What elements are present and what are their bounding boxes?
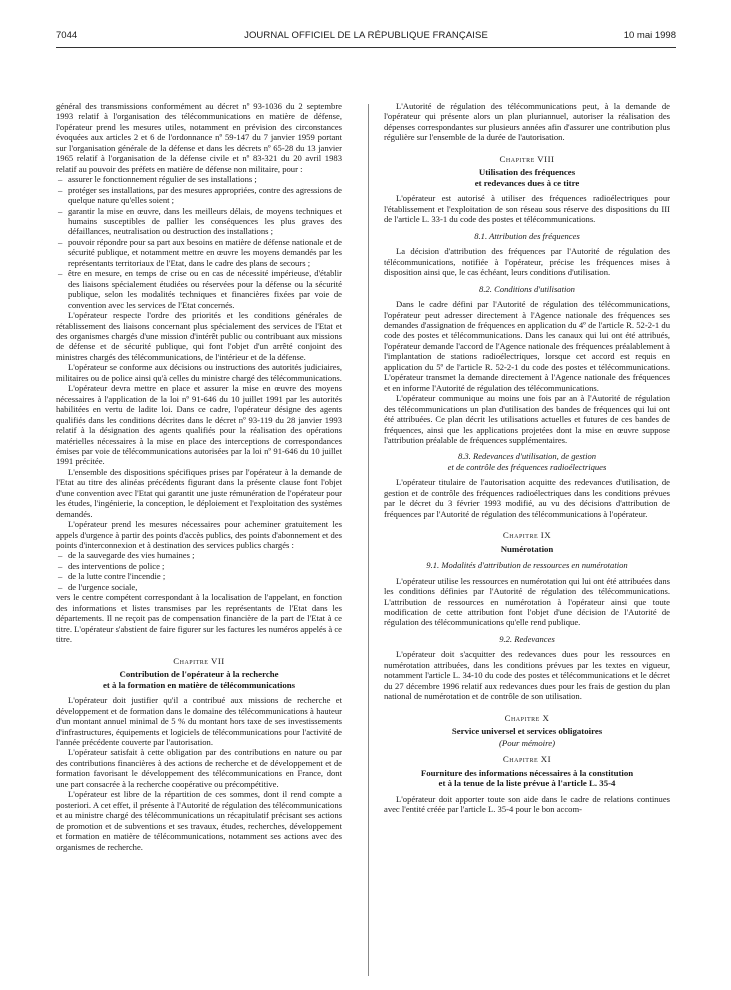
defense-obligations-list — [56, 174, 342, 310]
list-item: – assurer le fonctionnement régulier de ses installations ; — [56, 174, 342, 184]
list-item: – des interventions de police ; — [56, 561, 342, 571]
right-column — [384, 101, 670, 815]
section-heading — [384, 231, 670, 241]
paragraph: L'opérateur doit s'acquitter des redevances dues pour les ressources en numérotation attribuées, dans les conditions prévues par les textes en vigueur, notamment l'article L. 34-10 du code des postes et télécommunications et le décret du 27 décembre 1996 relatif aux redevances dues pour les frais de gestion du plan national de numérotation et de contrôle de son utilisation. — [384, 649, 670, 702]
section-heading — [384, 451, 670, 472]
section-heading — [384, 560, 670, 570]
section-heading-text: 9.1. Modalités d'attribution de ressources en numérotation — [426, 560, 628, 571]
list-item: – de la lutte contre l'incendie ; — [56, 571, 342, 581]
chapter-heading: Chapitre VII — [173, 655, 225, 666]
chapter-heading: Chapitre X — [504, 712, 550, 723]
chapter-title-line: et à la formation en matière de télécommunications — [102, 679, 296, 690]
paragraph: L'opérateur devra mettre en place et assurer la mise en œuvre des moyens nécessaires à l'application de la loi nº 91-646 du 10 juillet 1991 par les autorités habilitées en vertu de ladite loi. Dans ce cadre, l'opérateur désigne des agents qualifiés dans les conditions décrites dans le décret nº 93-119 du 28 janvier 1993 relatif à la désignation des agents qualifiés pour la réalisation des opérations matérielles nécessaires à la mise en place des interceptions de correspondances émises par voie de télécommunications autorisées par la loi nº 91-646 du 10 juillet 1991 précitée. — [56, 383, 342, 467]
section-heading-text: 8.2. Conditions d'utilisation — [479, 283, 575, 294]
chapter-title: Service universel et services obligatoires — [451, 726, 603, 737]
list-item: – pouvoir répondre pour sa part aux besoins en matière de défense nationale et de sécurité publique, et notamment mettre en œuvre les moyens demandés par les représentants territoriaux de l'Etat, dans le cadre des plans de secours ; — [56, 237, 342, 268]
left-column — [56, 101, 342, 852]
chapter-title: Numérotation — [500, 543, 554, 554]
section-heading-text: 8.3. Redevances d'utilisation, de gestion — [457, 451, 597, 462]
column-divider — [368, 104, 369, 976]
list-item: – être en mesure, en temps de crise ou en cas de nécessité impérieuse, d'établir des liaisons spécialement étudiées ou réservées pour la défense ou la sécurité publique, selon les modalités techniques et financières fixées par voie de convention avec les services de l'Etat concernés. — [56, 268, 342, 310]
list-item: – de l'urgence sociale, — [56, 582, 342, 592]
chapter-title-line: Contribution de l'opérateur à la recherche — [119, 669, 279, 680]
chapter-title — [384, 768, 670, 789]
section-heading — [384, 634, 670, 644]
paragraph: Dans le cadre défini par l'Autorité de régulation des télécommunications, l'opérateur peut adresser directement à l'Agence nationale des fréquences ses demandes d'assignation de fréquences en application du 4º de l'article R. 52-2-1 du code des postes et télécommunications. Dans les canaux qui lui ont été attribués, l'opérateur demande l'accord de l'Agence nationale des fréquences préalablement à l'implantation de stations radioélectriques, lorsque cet accord est requis en application du 5º de l'article R. 52-2-1 du code des postes et télécommunications. L'opérateur transmet la demande directement à l'Agence nationale des fréquences et en informe l'Autorité de régulation des télécommunications. — [384, 299, 670, 393]
paragraph: L'opérateur se conforme aux décisions ou instructions des autorités judiciaires, militaires ou de police ainsi qu'à celles du ministre chargé des télécommunications. — [56, 362, 342, 383]
paragraph: L'opérateur doit justifier qu'il a contribué aux missions de recherche et développement et de formation dans le domaine des télécommunications à hauteur d'un montant annuel minimal de 5 % du montant hors taxe de ses investissements d'infrastructures, équipements et logiciels de télécommunications pour l'activité de l'année précédente couverte par l'autorisation. — [56, 695, 342, 748]
chapter-title — [56, 669, 342, 690]
paragraph: vers le centre compétent correspondant à la localisation de l'appelant, en fonction des informations et listes transmises par les représentants de l'Etat dans les départements. Il ne reçoit pas de compensation financière de la part de l'Etat à ce titre. L'opérateur s'abstient de faire figurer sur les factures les numéros appelés à ce titre. — [56, 592, 342, 645]
paragraph: L'opérateur doit apporter toute son aide dans le cadre de relations continues avec l'entité créée par l'article L. 35-4 pour le bon accom- — [384, 793, 670, 815]
paragraph: L'opérateur respecte l'ordre des priorités et les conditions générales de rétablissement des liaisons concernant plus spécialement des services de l'Etat et des organismes chargés d'une mission d'intérêt public ou contribuant aux missions de défense et de sécurité publique, qui font l'objet d'un arrêté conjoint des ministres chargés des télécommunications, de l'intérieur et de la défense. — [56, 310, 342, 362]
section-heading-text: et de contrôle des fréquences radioélectriques — [447, 461, 607, 472]
paragraph: L'opérateur satisfait à cette obligation par des contributions en nature ou par des contributions financières à des actions de recherche et de développement et de formation favorisant le développement des télécommunications en France, dont une part consacrée à la recherche coopérative ou précompétitive. — [56, 747, 342, 789]
chapter-title — [384, 167, 670, 188]
page-number: 7044 — [56, 30, 78, 41]
paragraph: L'Autorité de régulation des télécommunications peut, à la demande de l'opérateur qui présente alors un plan pluriannuel, autoriser la réalisation des dépenses correspondantes sur plusieurs années afin d'assurer une contribution plus régulière sur l'ensemble de la durée de l'autorisation. — [384, 101, 670, 143]
paragraph: L'opérateur prend les mesures nécessaires pour acheminer gratuitement les appels d'urgence à partir des points d'accès publics, des points d'abonnement et des points d'interconnexion et à destination des services publics chargés : — [56, 519, 342, 551]
list-item: – de la sauvegarde des vies humaines ; — [56, 550, 342, 560]
chapter-note: (Pour mémoire) — [498, 737, 556, 748]
list-item: – protéger ses installations, par des mesures appropriées, contre des agressions de quelque nature qu'elles soient ; — [56, 185, 342, 206]
chapter-title-line: et redevances dues à ce titre — [474, 177, 580, 188]
paragraph: L'opérateur titulaire de l'autorisation acquitte des redevances d'utilisation, de gestion et de contrôle des fréquences radioélectriques dans les conditions prévues par le décret du 3 février 1993 modifié, au vu des décisions d'attribution de fréquences par l'Autorité de régulation des télécommunications à l'opérateur. — [384, 477, 670, 519]
journal-title: JOURNAL OFFICIEL DE LA RÉPUBLIQUE FRANÇAISE — [244, 30, 488, 41]
header-rule — [56, 47, 676, 48]
section-heading-text: 9.2. Redevances — [499, 633, 555, 644]
chapter-title-line: et à la tenue de la liste prévue à l'article L. 35-4 — [438, 778, 616, 789]
chapter-title-line: Utilisation des fréquences — [478, 167, 576, 178]
paragraph: La décision d'attribution des fréquences par l'Autorité de régulation des télécommunications, notifiée à l'opérateur, précise les fréquences mises à disposition ainsi que, le cas échéant, leurs conditions d'utilisation. — [384, 246, 670, 278]
paragraph: L'ensemble des dispositions spécifiques prises par l'opérateur à la demande de l'Etat au titre des alinéas précédents figurant dans la présente clause font l'objet d'une convention avec l'Etat qui garantit une juste rémunération de l'opérateur pour les études, l'ingénierie, la conception, le déploiement et l'exploitation des systèmes demandés. — [56, 466, 342, 519]
page-header — [56, 30, 676, 44]
paragraph: L'opérateur utilise les ressources en numérotation qui lui ont été attribuées dans les conditions définies par l'Autorité de régulation des télécommunications. L'attribution de ressources en numérotation à l'opérateur ainsi que toute modification de cette attribution font l'objet d'une décision de l'Autorité de régulation des télécommunications qu'elle rend publique. — [384, 575, 670, 628]
paragraph: L'opérateur communique au moins une fois par an à l'Autorité de régulation des télécommunications un plan d'utilisation des bandes de fréquences qui lui ont été attribuées. Ce plan décrit les utilisations actuelles et futures de ces bandes de fréquences, ainsi que les applications projetées dont la mise en œuvre suppose l'attribution préalable de fréquences supplémentaires. — [384, 393, 670, 445]
section-heading — [384, 284, 670, 294]
paragraph: général des transmissions conformément au décret nº 93-1036 du 2 septembre 1993 relatif à l'organisation des télécommunications en matière de défense, l'opérateur prend les mesures utiles, notamment en prévision des circonstances évoquées aux articles 2 et 6 de l'ordonnance nº 59-147 du 7 janvier 1959 portant sur l'organisation générale de la défense et dans les décrets nº 65-28 du 13 janvier 1965 relatif à l'organisation de la défense civile et nº 83-321 du 20 avril 1983 relatif au pouvoir des préfets en matière de défense non militaire, pour : — [56, 101, 342, 174]
chapter-heading: Chapitre XI — [502, 754, 552, 765]
section-heading-text: 8.1. Attribution des fréquences — [474, 230, 580, 241]
chapter-title-line: Fourniture des informations nécessaires à la constitution — [420, 767, 634, 778]
paragraph: L'opérateur est autorisé à utiliser des fréquences radioélectriques pour l'établissement et l'exploitation de son réseau sous réserve des dispositions du III de l'article L. 33-1 du code des postes et télécommunications. — [384, 193, 670, 225]
paragraph: L'opérateur est libre de la répartition de ces sommes, dont il rend compte a posteriori. A cet effet, il présente à l'Autorité de régulation des télécommunications et au ministre chargé des télécommunications un récapitulatif précisant ses actions de promotion et de subventions et ses travaux, études, recherches, développement et formation en matière de télécommunications, notamment ses actions avec des organismes de recherche. — [56, 789, 342, 852]
emergency-services-list — [56, 550, 342, 592]
chapter-heading: Chapitre IX — [502, 530, 552, 541]
chapter-heading: Chapitre VIII — [499, 153, 555, 164]
publication-date: 10 mai 1998 — [623, 30, 676, 41]
list-item: – garantir la mise en œuvre, dans les meilleurs délais, de moyens techniques et humains susceptibles de pallier les conséquences les plus graves des défaillances, neutralisation ou destruction des installations ; — [56, 206, 342, 237]
